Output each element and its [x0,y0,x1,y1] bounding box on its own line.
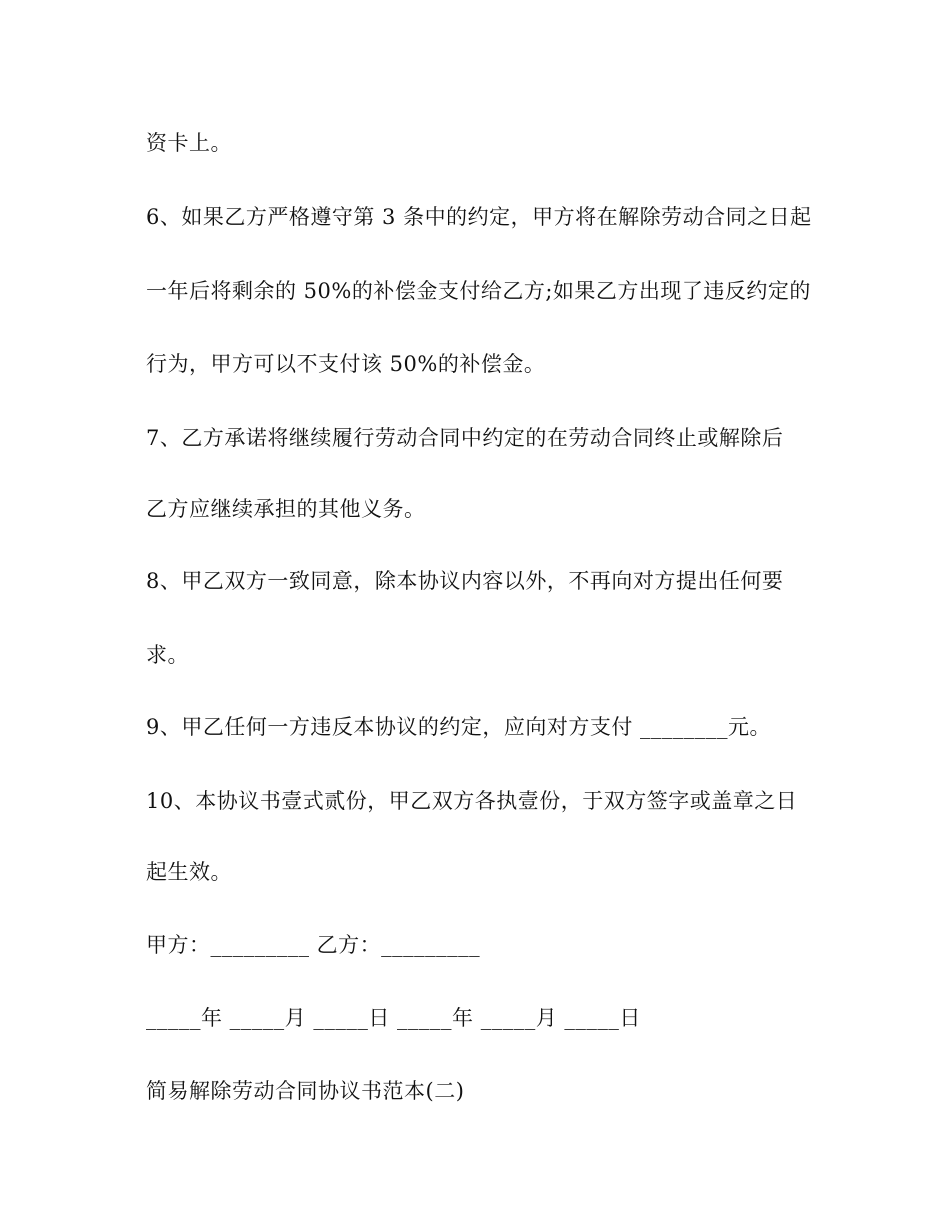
clause-6-line-2: 一年后将剩余的 50%的补偿金支付给乙方;如果乙方出现了违反约定的 [146,279,811,303]
clause-7-line-1: 7、乙方承诺将继续履行劳动合同中约定的在劳动合同终止或解除后 [146,426,784,450]
clause-9-line: 9、甲乙任何一方违反本协议的约定，应向对方支付 ________元。 [146,715,772,739]
clause-10-line-1: 10、本协议书壹式贰份，甲乙双方各执壹份，于双方签字或盖章之日 [146,789,798,813]
date-line: _____年 _____月 _____日 _____年 _____月 _____日 [146,1006,641,1030]
text-line-card-end: 资卡上。 [146,131,232,155]
signature-line: 甲方：_________ 乙方：_________ [146,933,481,957]
clause-8-line-2: 求。 [146,643,189,667]
clause-10-line-2: 起生效。 [146,860,232,884]
clause-6-line-3: 行为，甲方可以不支付该 50%的补偿金。 [146,352,546,376]
section-title: 简易解除劳动合同协议书范本(二) [146,1079,465,1103]
clause-7-line-2: 乙方应继续承担的其他义务。 [146,497,426,521]
clause-6-line-1: 6、如果乙方严格遵守第 3 条中的约定，甲方将在解除劳动合同之日起 [146,205,812,229]
clause-8-line-1: 8、甲乙双方一致同意，除本协议内容以外，不再向对方提出任何要 [146,569,784,593]
